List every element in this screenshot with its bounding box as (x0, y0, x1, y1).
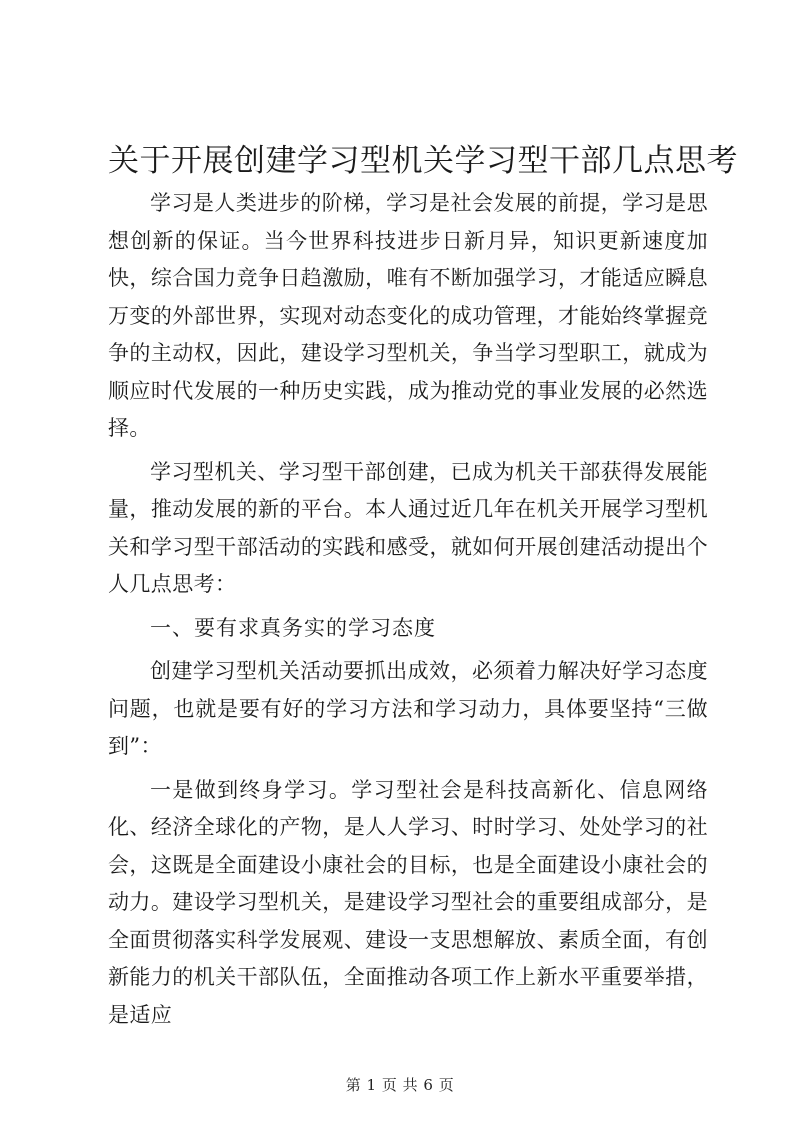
paragraph-intro: 学习是人类进步的阶梯，学习是社会发展的前提，学习是思想创新的保证。当今世界科技进步日新月异，知识更新速度加快，综合国力竞争日趋激励，唯有不断加强学习，才能适应瞬息万变的外部世界，实现对动态变化的成功管理，才能始终掌握竞争的主动权，因此，建设学习型机关，争当学习型职工，就成为顺应时代发展的一种历史实践，成为推动党的事业发展的必然选择。 (108, 191, 708, 440)
paragraph-overview: 学习型机关、学习型干部创建，已成为机关干部获得发展能量，推动发展的新的平台。本人通过近几年在机关开展学习型机关和学习型干部活动的实践和感受，就如何开展创建活动提出个人几点思考： (108, 459, 708, 596)
section-heading: 一、要有求真务实的学习态度 (150, 615, 436, 640)
paragraph-lifelong-learning: 一是做到终身学习。学习型社会是科技高新化、信息网络化、经济全球化的产物，是人人学习、时时学习、处处学习的社会，这既是全面建设小康社会的目标，也是全面建设小康社会的动力。建设学习型机关，是建设学习型社会的重要组成部分，是全面贯彻落实科学发展观、建设一支思想解放、素质全面，有创新能力的机关干部队伍，全面推动各项工作上新水平重要举措，是适应 (108, 777, 708, 1027)
document-body (108, 185, 708, 1040)
document-title: 关于开展创建学习型机关学习型干部几点思考 (108, 143, 738, 179)
paragraph-attitude: 创建学习型机关活动要抓出成效，必须着力解决好学习态度问题，也就是要有好的学习方法和学习动力，具体要坚持“三做到”： (108, 659, 708, 758)
page-number-footer: 第 1 页 共 6 页 (345, 1076, 455, 1094)
